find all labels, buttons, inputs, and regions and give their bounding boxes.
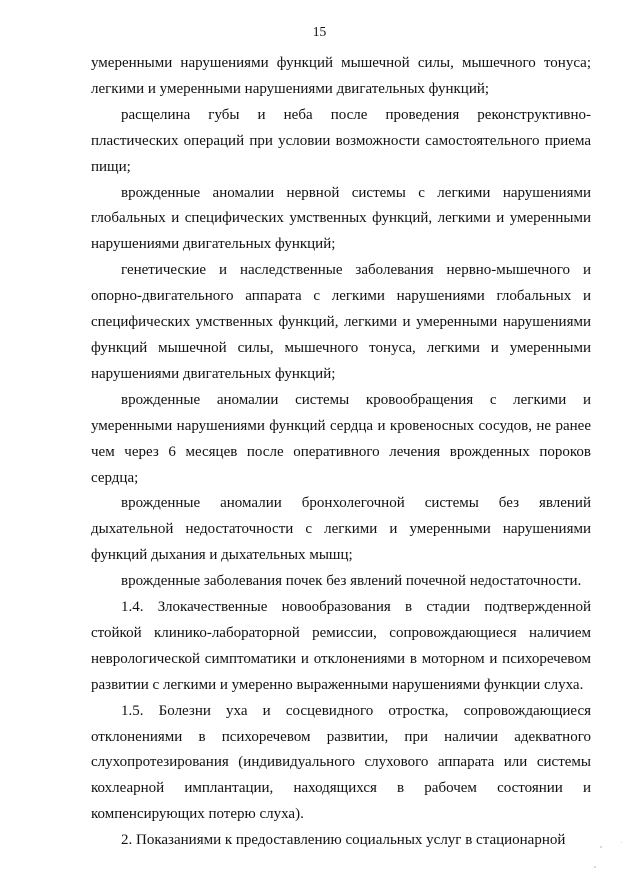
body-text (91, 51, 591, 854)
paragraph-nervous-system-anomalies: врожденные аномалии нервной системы с легкими нарушениями глобальных и специфических умственных функций, легкими и умеренными нарушениями двигательных функций; (91, 184, 591, 253)
scan-speck (621, 842, 622, 843)
paragraph-continuation: умеренными нарушениями функций мышечной силы, мышечного тонуса; легкими и умеренными нарушениями двигательных функций; (91, 55, 591, 97)
scan-speck (594, 866, 596, 868)
paragraph-bronchopulmonary-anomalies: врожденные аномалии бронхолегочной системы без явлений дыхательной недостаточности с легкими и умеренными нарушениями функций дыхания и дыхательных мышц; (91, 495, 591, 564)
scan-speck (600, 846, 602, 848)
paragraph-genetic-diseases: генетические и наследственные заболевания нервно-мышечного и опорно-двигательного аппарата с легкими нарушениями глобальных и специфических умственных функций, легкими и умеренными нарушениями функций мышечной силы, мышечного тонуса, легкими и умеренными нарушениями двигательных функций; (91, 262, 591, 382)
paragraph-item-1-4: 1.4. Злокачественные новообразования в стадии подтвержденной стойкой клинико-лабораторной ремиссии, сопровождающиеся наличием неврологической симптоматики и отклонениями в моторном и психоречевом развитии с легкими и умеренно выраженными нарушениями функции слуха. (91, 599, 591, 693)
paragraph-item-2: 2. Показаниями к предоставлению социальных услуг в стационарной (121, 832, 566, 849)
paragraph-circulatory-anomalies: врожденные аномалии системы кровообращения с легкими и умеренными нарушениями функций сердца и кровеносных сосудов, не ранее чем через 6 месяцев после оперативного лечения врожденных пороков сердца; (91, 391, 591, 486)
paragraph-kidney-diseases: врожденные заболевания почек без явлений почечной недостаточности. (121, 573, 582, 590)
page-number: 15 (312, 24, 327, 39)
paragraph-cleft-lip-palate: расщелина губы и неба после проведения реконструктивно-пластических операций при условии возможности самостоятельного приема пищи; (91, 106, 591, 175)
paragraph-item-1-5: 1.5. Болезни уха и сосцевидного отростка, сопровождающиеся отклонениями в психоречевом развитии, при наличии адекватного слухопротезирования (индивидуального слухового аппарата или системы кохлеарной имплантации, находящихся в рабочем состоянии и компенсирующих потерю слуха). (91, 702, 591, 823)
